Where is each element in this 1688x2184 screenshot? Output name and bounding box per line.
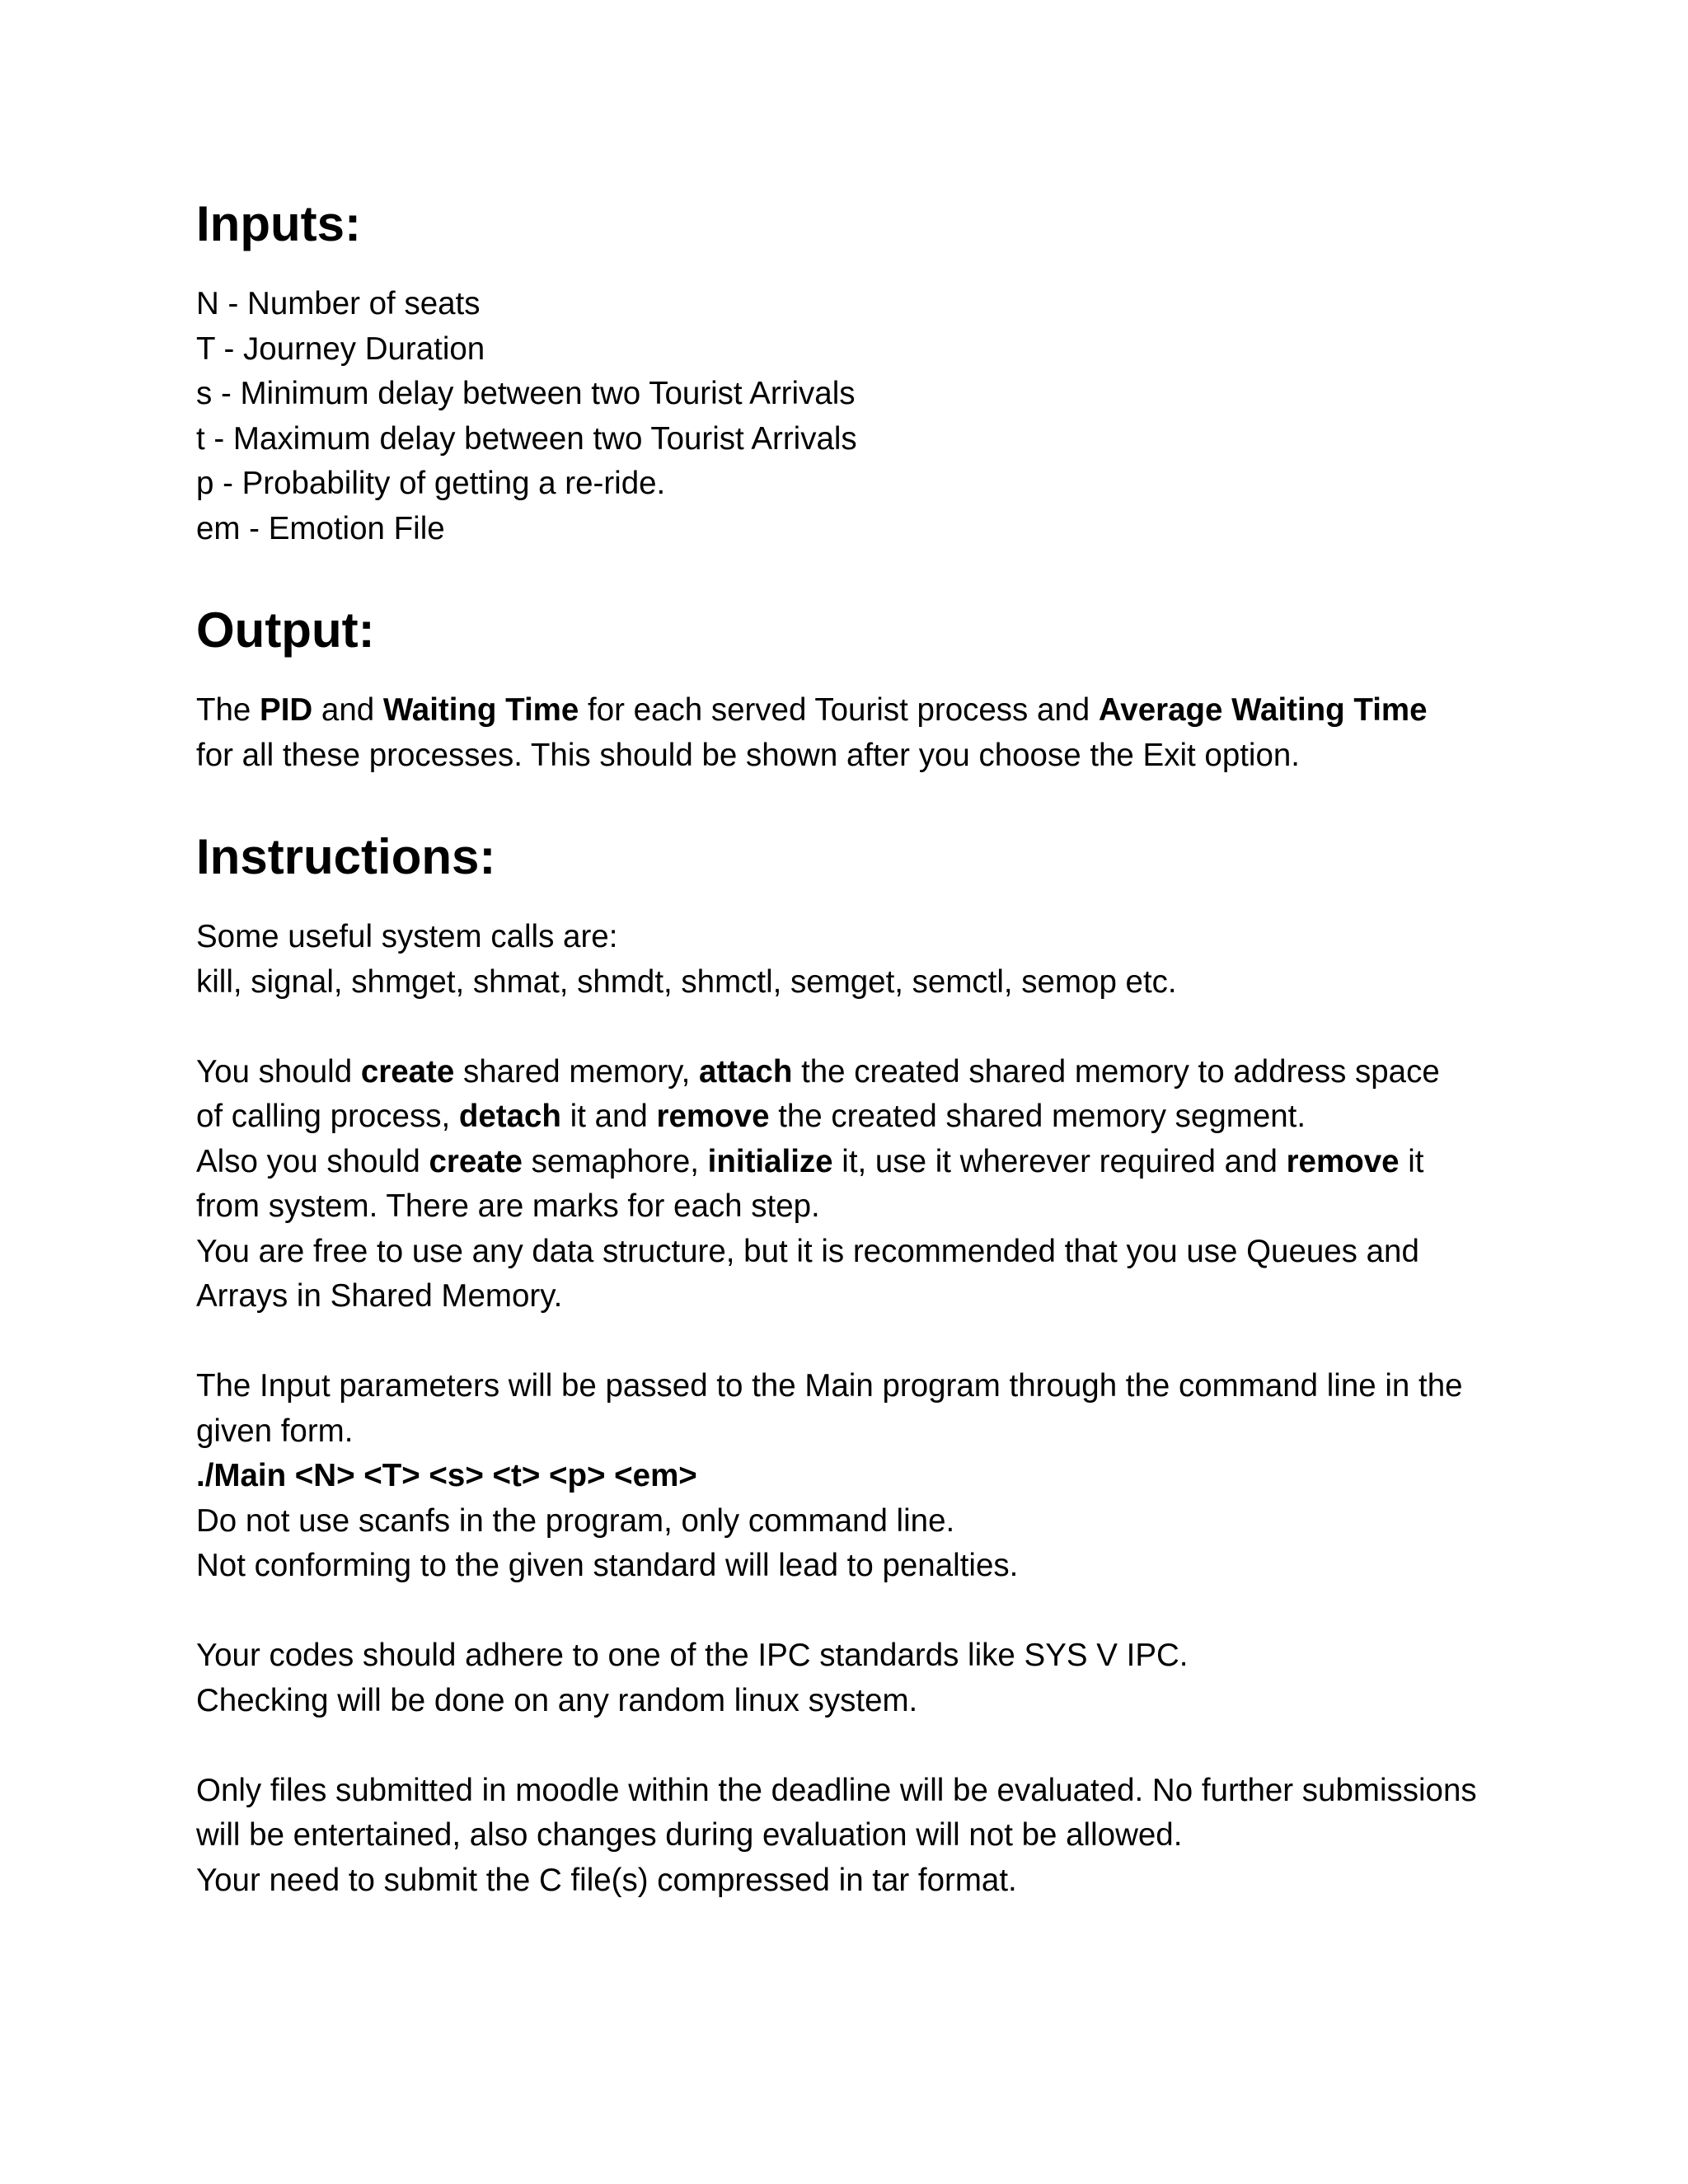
instructions-heading: Instructions: xyxy=(196,829,496,884)
input-item-t-max-delay: t - Maximum delay between two Tourist Arrivals xyxy=(196,420,857,457)
instructions-body xyxy=(196,915,1531,1903)
cmd-line-2: given form. xyxy=(196,1413,354,1449)
input-item-t-duration: T - Journey Duration xyxy=(196,330,485,367)
shm-line-1 xyxy=(196,1050,1531,1095)
remove-term: remove xyxy=(1286,1143,1400,1179)
input-item-s-min-delay: s - Minimum delay between two Tourist Arrivals xyxy=(196,376,856,411)
input-item-n: N - Number of seats xyxy=(196,286,481,321)
text-fragment: The xyxy=(196,692,260,728)
text-fragment: You should xyxy=(196,1053,361,1090)
output-line-2: for all these processes. This should be shown after you choose the Exit option. xyxy=(196,737,1301,773)
paragraph-gap xyxy=(196,1005,1531,1050)
ds-line-1: You are free to use any data structure, but it is recommended that you use Queues and xyxy=(196,1233,1419,1269)
syscalls-list: kill, signal, shmget, shmat, shmdt, shmctl, semget, semctl, semop etc. xyxy=(196,963,1177,1000)
input-item-p-probability: p - Probability of getting a re-ride. xyxy=(196,466,666,501)
average-waiting-time-term: Average Waiting Time xyxy=(1098,692,1428,728)
detach-term: detach xyxy=(458,1099,561,1134)
text-fragment: semaphore, xyxy=(522,1143,708,1179)
text-fragment: it and xyxy=(560,1099,657,1134)
sem-line-2: from system. There are marks for each step. xyxy=(196,1188,820,1224)
cmd-line-3: Do not use scanfs in the program, only command line. xyxy=(196,1502,955,1539)
waiting-time-term: Waiting Time xyxy=(382,692,579,728)
remove-term: remove xyxy=(656,1099,770,1134)
submission-line-1: Only files submitted in moodle within the deadline will be evaluated. No further submissions xyxy=(196,1772,1477,1808)
text-fragment: the created shared memory segment. xyxy=(769,1099,1306,1134)
ipc-line-1: Your codes should adhere to one of the IPC standards like SYS V IPC. xyxy=(196,1638,1189,1673)
submission-line-2: will be entertained, also changes during evaluation will not be allowed. xyxy=(196,1817,1183,1853)
text-fragment: shared memory, xyxy=(454,1053,699,1090)
syscalls-intro: Some useful system calls are: xyxy=(196,919,618,954)
submission-line-3: Your need to submit the C file(s) compressed in tar format. xyxy=(196,1862,1017,1898)
text-fragment: Also you should xyxy=(196,1143,429,1179)
text-fragment: it xyxy=(1399,1143,1424,1179)
paragraph-gap xyxy=(196,1589,1531,1634)
create-term: create xyxy=(360,1053,455,1090)
input-item-em-emotion-file: em - Emotion File xyxy=(196,510,445,546)
cmd-line-4: Not conforming to the given standard will lead to penalties. xyxy=(196,1548,1019,1583)
command-usage-text: ./Main <N> <T> <s> <t> <p> <em> xyxy=(196,1458,697,1493)
text-fragment: for each served Tourist process and xyxy=(579,692,1099,728)
output-paragraph xyxy=(196,688,1531,778)
text-fragment: and xyxy=(312,692,383,728)
document-page xyxy=(196,194,1531,1903)
pid-term: PID xyxy=(260,692,313,728)
output-heading: Output: xyxy=(196,602,375,658)
output-line-1 xyxy=(196,688,1531,733)
initialize-term: initialize xyxy=(707,1143,833,1179)
text-fragment: it, use it wherever required and xyxy=(832,1143,1287,1179)
sem-line-1 xyxy=(196,1140,1531,1185)
attach-term: attach xyxy=(698,1053,793,1090)
inputs-list xyxy=(196,282,1531,551)
ipc-line-2: Checking will be done on any random linux system. xyxy=(196,1682,918,1718)
cmd-line-1: The Input parameters will be passed to the Main program through the command line in the xyxy=(196,1368,1463,1404)
create-term: create xyxy=(429,1143,523,1179)
paragraph-gap xyxy=(196,1723,1531,1769)
inputs-heading: Inputs: xyxy=(196,196,361,251)
command-usage xyxy=(196,1454,1531,1499)
paragraph-gap xyxy=(196,1319,1531,1365)
shm-line-2 xyxy=(196,1094,1531,1140)
ds-line-2: Arrays in Shared Memory. xyxy=(196,1278,563,1314)
text-fragment: the created shared memory to address space xyxy=(792,1053,1440,1090)
text-fragment: of calling process, xyxy=(196,1099,459,1134)
